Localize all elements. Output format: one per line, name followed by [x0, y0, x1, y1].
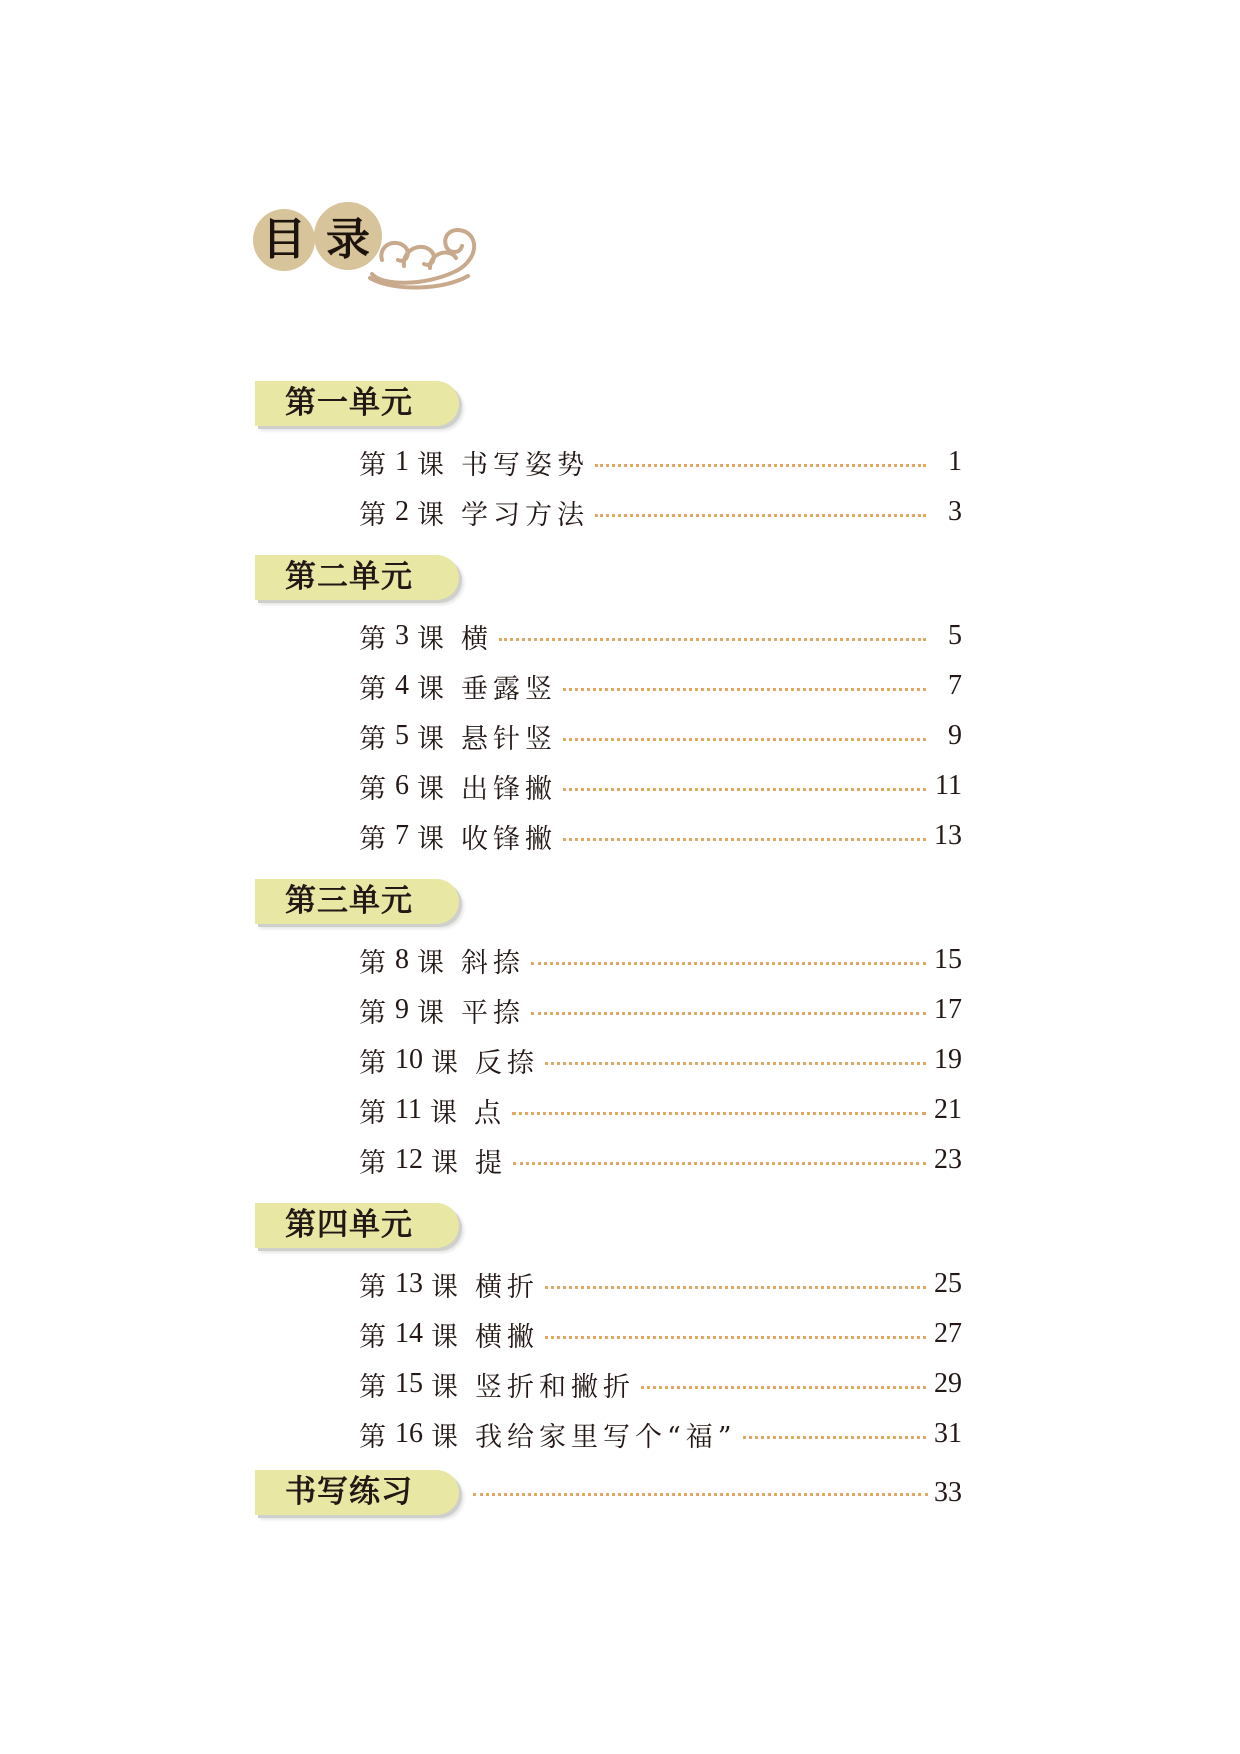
toc-row-lesson-13[interactable] — [359, 1264, 962, 1304]
page-number: 19 — [934, 1044, 962, 1075]
lesson-number: 5 — [395, 720, 409, 751]
lesson-suffix: 课 — [417, 499, 445, 531]
lesson-prefix: 第 — [359, 1047, 387, 1079]
page-number: 13 — [934, 820, 962, 851]
lesson-prefix: 第 — [359, 1371, 387, 1403]
lesson-number: 8 — [395, 944, 409, 975]
toc-row-lesson-6[interactable] — [359, 766, 962, 806]
lesson-number: 13 — [395, 1268, 423, 1299]
page-number: 11 — [935, 770, 962, 801]
page-number: 23 — [934, 1144, 962, 1175]
page-number: 25 — [934, 1268, 962, 1299]
dot-leader — [641, 1386, 926, 1389]
toc-row-lesson-7[interactable] — [359, 816, 962, 856]
toc-row-lesson-14[interactable] — [359, 1314, 962, 1354]
page-number: 33 — [934, 1476, 962, 1508]
lesson-suffix: 课 — [417, 773, 445, 805]
page-number: 3 — [948, 496, 962, 527]
toc-row-lesson-1[interactable] — [359, 442, 962, 482]
dot-leader — [531, 962, 926, 965]
unit-3-label[interactable]: 第三单元 — [255, 879, 459, 924]
lesson-suffix: 课 — [417, 449, 445, 481]
dot-leader — [743, 1436, 926, 1439]
dot-leader — [545, 1286, 926, 1289]
lesson-prefix: 第 — [359, 1421, 387, 1453]
lesson-title: 收锋撇 — [461, 823, 557, 855]
lesson-suffix: 课 — [431, 1271, 459, 1303]
lesson-suffix: 课 — [431, 1421, 459, 1453]
lesson-prefix: 第 — [359, 723, 387, 755]
page-number: 27 — [934, 1318, 962, 1349]
toc-row-lesson-15[interactable] — [359, 1364, 962, 1404]
lesson-prefix: 第 — [359, 1097, 387, 1129]
dot-leader — [531, 1012, 926, 1015]
practice-label: 书写练习 — [255, 1470, 459, 1515]
lesson-title: 垂露竖 — [461, 673, 557, 705]
lesson-number: 7 — [395, 820, 409, 851]
lesson-title: 我给家里写个“福” — [475, 1421, 737, 1453]
page-number: 7 — [948, 670, 962, 701]
title-char-mu: 目 — [262, 214, 306, 265]
lesson-title: 书写姿势 — [461, 449, 589, 481]
toc-row-lesson-8[interactable] — [359, 940, 962, 980]
title-char-lu: 录 — [326, 214, 370, 265]
lesson-prefix: 第 — [359, 673, 387, 705]
lesson-number: 3 — [395, 620, 409, 651]
page-number: 17 — [934, 994, 962, 1025]
lesson-suffix: 课 — [431, 1321, 459, 1353]
dot-leader — [473, 1493, 928, 1496]
lesson-number: 15 — [395, 1368, 423, 1399]
lesson-title: 点 — [473, 1097, 506, 1129]
lesson-suffix: 课 — [429, 1097, 458, 1129]
page-number: 1 — [948, 446, 962, 477]
lesson-prefix: 第 — [359, 773, 387, 805]
dot-leader — [595, 514, 926, 517]
lesson-suffix: 课 — [431, 1047, 459, 1079]
lesson-number: 10 — [395, 1044, 423, 1075]
toc-row-lesson-12[interactable] — [359, 1140, 962, 1180]
page-number: 5 — [948, 620, 962, 651]
lesson-number: 12 — [395, 1144, 423, 1175]
lesson-prefix: 第 — [359, 947, 387, 979]
dot-leader — [513, 1162, 926, 1165]
page-number: 29 — [934, 1368, 962, 1399]
lesson-number: 11 — [395, 1094, 422, 1125]
toc-title — [254, 196, 484, 286]
lesson-number: 2 — [395, 496, 409, 527]
dot-leader — [563, 838, 926, 841]
lesson-title: 提 — [475, 1147, 507, 1179]
toc-row-lesson-16[interactable] — [359, 1414, 962, 1454]
lesson-number: 1 — [395, 446, 409, 477]
lesson-prefix: 第 — [359, 823, 387, 855]
lesson-title: 竖折和撇折 — [475, 1371, 635, 1403]
lesson-title: 横折 — [475, 1271, 539, 1303]
dot-leader — [512, 1112, 926, 1115]
lesson-suffix: 课 — [417, 723, 445, 755]
lesson-suffix: 课 — [417, 673, 445, 705]
unit-4-label[interactable]: 第四单元 — [255, 1203, 459, 1248]
toc-row-lesson-4[interactable] — [359, 666, 962, 706]
lesson-prefix: 第 — [359, 449, 387, 481]
toc-row-lesson-3[interactable] — [359, 616, 962, 656]
lesson-suffix: 课 — [417, 623, 445, 655]
lesson-prefix: 第 — [359, 623, 387, 655]
lesson-suffix: 课 — [431, 1371, 459, 1403]
lesson-prefix: 第 — [359, 499, 387, 531]
toc-row-lesson-9[interactable] — [359, 990, 962, 1030]
unit-2-label[interactable]: 第二单元 — [255, 555, 459, 600]
dot-leader — [545, 1062, 926, 1065]
dot-leader — [563, 788, 926, 791]
dot-leader — [595, 464, 926, 467]
lesson-title: 出锋撇 — [461, 773, 557, 805]
page-number: 21 — [934, 1094, 962, 1125]
lesson-prefix: 第 — [359, 1271, 387, 1303]
lesson-number: 14 — [395, 1318, 423, 1349]
toc-row-lesson-2[interactable] — [359, 492, 962, 532]
dot-leader — [545, 1336, 926, 1339]
lesson-title: 悬针竖 — [461, 723, 557, 755]
page-number: 15 — [934, 944, 962, 975]
lesson-suffix: 课 — [431, 1147, 459, 1179]
lesson-number: 6 — [395, 770, 409, 801]
unit-1-label[interactable]: 第一单元 — [255, 381, 459, 426]
lesson-prefix: 第 — [359, 1321, 387, 1353]
lesson-title: 反捺 — [475, 1047, 539, 1079]
dot-leader — [499, 638, 926, 641]
lesson-title: 斜捺 — [461, 947, 525, 979]
lesson-title: 学习方法 — [461, 499, 589, 531]
dot-leader — [563, 688, 926, 691]
lesson-suffix: 课 — [417, 947, 445, 979]
lesson-number: 9 — [395, 994, 409, 1025]
lesson-title: 横撇 — [475, 1321, 539, 1353]
page-number: 31 — [934, 1418, 962, 1449]
lesson-prefix: 第 — [359, 997, 387, 1029]
toc-row-practice[interactable] — [255, 1470, 962, 1515]
lesson-suffix: 课 — [417, 997, 445, 1029]
lesson-title: 平捺 — [461, 997, 525, 1029]
page-number: 9 — [948, 720, 962, 751]
toc-row-lesson-11[interactable] — [359, 1090, 962, 1130]
lesson-suffix: 课 — [417, 823, 445, 855]
lesson-title: 横 — [461, 623, 493, 655]
lesson-number: 4 — [395, 670, 409, 701]
lesson-number: 16 — [395, 1418, 423, 1449]
dot-leader — [563, 738, 926, 741]
toc-row-lesson-10[interactable] — [359, 1040, 962, 1080]
cloud-ornament-icon — [370, 230, 474, 288]
lesson-prefix: 第 — [359, 1147, 387, 1179]
toc-row-lesson-5[interactable] — [359, 716, 962, 756]
